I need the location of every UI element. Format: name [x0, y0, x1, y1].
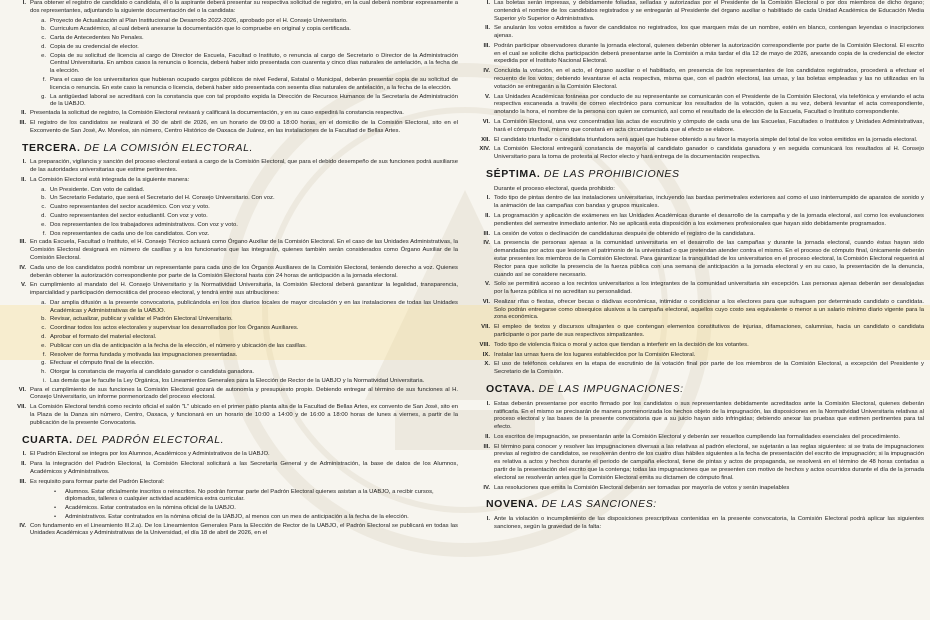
clause-subitem — [8, 44, 458, 52]
clause-number: III. — [19, 119, 26, 126]
clause-number: c. — [41, 204, 46, 211]
clause-text: Instalar las urnas fuera de los lugares establecidos por la Comisión Electoral. — [494, 351, 696, 358]
clause-number: II. — [485, 25, 490, 32]
clause-number: I. — [486, 400, 490, 407]
clause-text: Concluida la votación, en el acto, el órgano auxiliar o el habilitado, en presencia de los representantes de los candidatos registrados, procederá a efectuar el recuento de los votos; debiendo levantarse el acta respectiva, misma que, con el padrón electoral, las urnas, y las boletas empleadas y las no utilizadas en la votación se entregarán a la Comisión Electoral. — [494, 68, 924, 90]
clause-number: I. — [486, 516, 490, 523]
clause-text: Alumnos. Estar oficialmente inscritos o reinscritos. No podrán formar parte del Padrón Electoral quienes asistan a la UABJO, a recibir cursos, diplomados, talleres o cualquier actividad académica extra curricular. — [65, 488, 434, 503]
clause-item — [8, 265, 458, 281]
clause-number: g. — [41, 360, 46, 367]
clause-text: El empleo de textos y discursos ultrajantes o que contengan elementos constitutivos de injurias, difamaciones, calumnias, hacia un candidato o candidata participante o por parte de sus respectivos simpatizantes. — [494, 324, 924, 338]
clause-item — [472, 240, 924, 279]
clause-number: V. — [484, 93, 490, 100]
clause-text: El término para conocer y resolver las impugnaciones diversas a las relativas al padrón electoral, se sujetarán a las reglas siguientes: si se trata de impugnaciones previas al registro de candidatos, se resolverán dentro de los cuatro días hábiles siguientes a la fecha de presentación del escrito de impugnación; si la impugnación es relativa a actos y hechos durante el periodo de campaña electoral, tiene de pintas y actos de propaganda, se resolverá en el término de 48 horas contadas a partir de la presentación del escrito que la contenga; todas las impugnaciones que se presenten con motivo de hechos y actos ocurridos durante el día de la jornada electoral se resolverán antes que la Comisión Electoral emita su dictamen de cómputo final. — [494, 443, 924, 481]
clause-text: Con fundamento en el Lineamiento III.2.a). De los Lineamientos Generales Para la Elección de Rector de la UABJO, el Padrón Electoral se publicará en todas las Unidades Académicas y Administrativas de la Universidad, el día 18 de abril de 2026, en el — [30, 522, 458, 537]
clause-text: Proyecto de Actualización al Plan Institucional de Desarrollo 2022-2026, aprobado por el H. Consejo Universitario. — [50, 17, 348, 24]
clause-text: Un Presidente. Con voto de calidad. — [50, 186, 145, 193]
clause-number: c. — [41, 35, 46, 42]
clause-item — [8, 451, 458, 459]
clause-number: f. — [42, 77, 46, 84]
clause-item — [472, 213, 924, 229]
clause-number: VII. — [481, 324, 490, 331]
clause-item — [472, 137, 924, 145]
clause-text: Todo tipo de violencia física o moral y actos que tiendan a interferir en la decisión de los votantes. — [494, 341, 749, 348]
clause-number: I. — [22, 0, 26, 6]
clause-text: Cada uno de los candidatos podrá nombrar un representante para cada uno de los Órganos Auxiliares de la Comisión Electoral, teniendo derecho a voz. Quienes deberán obtener la autorización correspondiente por parte de la Comisión Electoral hasta con 24 horas de anticipación a la jornada electoral. — [30, 264, 458, 279]
clause-item — [472, 0, 924, 23]
clause-number: I. — [486, 0, 490, 6]
clause-item — [8, 159, 458, 175]
clause-text: Publicar con un día de anticipación a la fecha de la elección, el número y ubicación de las casillas. — [50, 342, 307, 349]
clause-text: El uso de teléfonos celulares en la etapa de escrutinio de la votación final por parte de los miembros de la Comisión Electoral, a excepción del Presidente y Secretario de la Comisión. — [494, 361, 924, 376]
clause-text: La Comisión Electoral tendrá como recinto oficial el salón "L" ubicado en el primer patio planta alta de la Facultad de Bellas Artes, ex convento de San José, sito en la Plaza de la Danza sin número, Centro, Oaxaca, y funcionará en un horario de 10:00 a 14:00 y de 16:00 a 18:00 horas de lunes a viernes, a partir de la publicación de la presente Convocatoria. — [30, 404, 458, 426]
clause-number: b. — [41, 195, 46, 202]
clause-text: El registro de los candidatos se realizará el 30 de abril de 2026, en un horario de 09:00 a 18:00 horas, en el domicilio de la Comisión Electoral, sito en el Exconvento de San José, Av. Morelos, sin número, Centro Histórico de Oaxaca de Juárez, en las instalaciones de la Facultad de Bellas Artes. — [30, 119, 458, 134]
clause-subitem — [8, 343, 458, 351]
clause-item — [8, 239, 458, 262]
clause-subitem — [8, 213, 458, 221]
clause-number: h. — [41, 369, 46, 376]
clause-number: III. — [19, 239, 26, 246]
clause-text: En cada Escuela, Facultad o Instituto, el H. Consejo Técnico actuará como Órgano Auxiliar de la Comisión Electoral. En el caso de las Unidades Administrativas, la Comisión Electoral designará en número de casillas y a los funcionarios que las integrarán, quienes también serán considerados como Órgano Auxiliar de la Comisión Electoral. — [30, 239, 458, 261]
clause-text: Las resoluciones que emita la Comisión Electoral deberán ser tomadas por mayoría de votos y serán inapelables — [494, 484, 790, 491]
clause-number: a. — [41, 186, 46, 193]
clause-text: La antigüedad laboral se acreditará con la constancia que con tal propósito expida la Dirección de Recursos Humanos de la Secretaría de Administración de la UABJO. — [50, 93, 458, 108]
clause-item — [8, 461, 458, 477]
clause-number: d. — [41, 333, 46, 340]
section-subtitle: DE LAS IMPUGNACIONES: — [538, 382, 684, 395]
clause-number: g. — [41, 93, 46, 100]
clause-text: Los escritos de impugnación, se presentarán ante la Comisión Electoral y deberán ser resueltos cumpliendo las formalidades esenciales del procedimiento. — [494, 433, 901, 440]
clause-text: Para el caso de los universitarios que hubieran ocupado cargos públicos de nivel Federal, Estatal o Municipal, deberán presentar copia de su solicitud de licencia o renuncia. En este caso la renuncia o licencia, deberá haber sido presentada con sesenta días naturales de antelación, a la fecha de la elección. — [50, 77, 458, 91]
clause-text: La programación y aplicación de exámenes en las Unidades Académicas durante el desarrollo de la campaña y de la jornada electoral, así como los evaluaciones pendientes del semestre inmediato anterior. No se aplicará esta disposición a los exámenes profesionales que hayan sido debidamente programados. — [494, 213, 924, 227]
clause-number: II. — [21, 110, 26, 117]
clause-number: III. — [483, 42, 490, 49]
clause-number: a. — [41, 299, 46, 306]
clause-item — [8, 523, 458, 539]
clause-number: V. — [484, 281, 490, 288]
clause-item — [472, 43, 924, 66]
clause-item — [472, 342, 924, 350]
clause-item — [472, 516, 924, 532]
clause-item — [472, 324, 924, 340]
clause-item — [472, 281, 924, 297]
clause-text: La Comisión Electoral, una vez concentradas las actas de escrutinio y cómputo de cada una de las Escuelas, Facultades o Institutos y Unidades Administrativas, hará el cómputo final, mismo que constará en acta circunstanciada que al efecto se elabore. — [494, 118, 924, 133]
clause-number: I. — [22, 159, 26, 166]
clause-subitem — [8, 514, 458, 522]
section-subtitle: DE LAS SANCIONES: — [541, 498, 657, 511]
section-title: TERCERA. — [22, 141, 81, 154]
clause-text: La cesión de votos o declinación de candidaturas después de obtenido el registro de la candidatura. — [494, 230, 756, 237]
clause-item — [472, 25, 924, 41]
clause-subitem — [8, 505, 458, 513]
right-column — [472, 0, 924, 534]
section-heading — [486, 498, 924, 512]
clause-number: I. — [486, 195, 490, 202]
clause-item — [472, 94, 924, 117]
clause-subitem — [8, 53, 458, 76]
clause-number: X. — [484, 361, 490, 368]
clause-text: Se anularán los votos emitidos a favor de candidatos no registrados, los que marquen más de un nombre, estén en blanco, contengan leyendas o inscripciones ajenas. — [494, 25, 924, 40]
clause-text: Efectuar el cómputo final de la elección. — [50, 360, 155, 367]
clause-number: • — [54, 488, 57, 495]
clause-item — [8, 177, 458, 185]
clause-subitem — [8, 231, 458, 239]
clause-text: Las boletas serán impresas, y debidamente foliadas, selladas y autorizadas por el Presidente de la Comisión Electoral o por dos miembros de dicho órgano; contendrá el nombre de los candidatos registrados y se entregarán al Presidente del órgano auxiliar o habilitado de cada Unidad Académica de Educación Media Superior y/o Superior o Administrativa. — [494, 0, 924, 22]
clause-text: El Padrón Electoral se integra por los Alumnos, Académicos y Administrativos de la UABJO. — [30, 451, 270, 458]
clause-text: En cumplimiento al mandato del H. Consejo Universitario y la Normatividad Universitaria, la Comisión Electoral deberá garantizar la legalidad, transparencia, imparcialidad y participación democrática del proceso electoral, y tendrá entre sus atribuciones: — [30, 282, 458, 297]
clause-text: Copia de su solicitud de licencia al cargo de Director de Escuela, Facultad o Instituto, o renuncia al cargo de Secretario o Director de la Administración Central Universitaria. En ambos casos la renuncia o licencia, deberá haber sido presentada con cuarenta y cinco días naturales de antelación, a la fecha de la elección. — [50, 52, 458, 75]
clause-item — [8, 404, 458, 427]
clause-number: VI. — [482, 118, 490, 125]
clause-subitem — [8, 325, 458, 333]
clause-item — [8, 282, 458, 298]
clause-number: IV. — [483, 68, 490, 75]
clause-subitem — [8, 18, 458, 26]
clause-text: Para el cumplimiento de sus funciones la Comisión Electoral gozará de autonomía y presupuesto propio. Debiendo entregar al término de sus funciones al H. Consejo Universitario, un informe pormenorizado del proceso electoral. — [30, 386, 458, 401]
clause-item — [472, 195, 924, 211]
section-title: OCTAVA. — [486, 382, 536, 395]
clause-number: XII. — [481, 136, 490, 143]
clause-text: La Comisión Electoral está integrada de la siguiente manera: — [30, 176, 190, 183]
clause-text: La Comisión Electoral entregará constancia de mayoría al candidato ganador o candidata ganadora y en seguida comunicará los resultados al H. Consejo Universitario para la toma de protesta al Rector electo y hará entrega de la documentación respectiva. — [494, 146, 924, 161]
clause-text: Todo tipo de pintas dentro de las instalaciones universitarias, incluyendo las bardas perimetrales exteriores así como el uso ininterrumpido de aparatos de sonido y la animación de las campañas con bandas y grupos musicales. — [494, 195, 924, 210]
clause-item — [472, 146, 924, 162]
clause-text: Un Secretario Fedatario, que será el Secretario del H. Consejo Universitario. Con voz. — [50, 195, 275, 202]
clause-item — [472, 119, 924, 135]
clause-number: a. — [41, 17, 46, 24]
clause-number: XIV. — [479, 146, 490, 153]
clause-number: e. — [41, 221, 46, 228]
clause-text: Las Unidades Académicas foráneas por conducto de su representante se comunicarán con el Presidente de la Comisión Electoral, vía telefónica y enviando el acta respectiva escaneada a través de correo electrónico para comunicar los resultados de la votación, quien a su vez, deberá levantar el acta correspondiente, anotando la hora, el nombre de la persona con quien se comunicó, así como el resultado de la elección de la Escuela, Facultad o Instituto correspondiente. — [494, 93, 924, 116]
clause-item — [472, 352, 924, 360]
clause-item — [8, 479, 458, 487]
section-subtitle: DE LA COMISIÓN ELECTORAL. — [84, 141, 254, 154]
clause-text: Ante la violación o incumplimiento de las disposiciones prescriptivas contenidas en la presente convocatoria, la Comisión Electoral podrá aplicar las siguientes sanciones, según la gravedad de la falta: — [494, 516, 924, 530]
clause-text: Cuatro representantes del sector académico. Con voz y voto. — [50, 204, 210, 211]
clause-number: IV. — [19, 522, 26, 529]
clause-item — [472, 299, 924, 322]
clause-number: II. — [21, 461, 26, 468]
clause-subitem — [8, 369, 458, 377]
clause-text: Las demás que le faculte la Ley Orgánica, los Lineamientos Generales para la Elección de Rector de la UABJO y la Normatividad Universitaria. — [50, 377, 425, 384]
clause-number: • — [54, 505, 57, 512]
clause-text: Solo se permitirá acceso a los recintos universitarios a los integrantes de la comunidad universitaria sin excepción. Las personas ajenas deberán ser desalojadas por la fuerza pública si no acreditan su personalidad. — [494, 281, 924, 296]
section-title: SÉPTIMA. — [486, 167, 541, 180]
clause-number: VIII. — [479, 341, 490, 348]
clause-text: La presencia de personas ajenas a la comunidad universitaria en el desarrollo de las campañas y durante la jornada electoral, cuando éstas hayan sido demandadas por actos que lesionen el patrimonio de la universidad o que pretendan atender contra el mismo. En el proceso de cómputo final, únicamente deberán estar presentes los miembros de la Comisión Electoral. Para garantizar la tranquilidad de los universitarios en el proceso electoral, la Comisión Electoral requerirá al Rector para que solicite la presencia de la fuerza pública con una semana de anticipación a la jornada electoral y en su caso, la presentación de la denuncia, cuando así se considere necesario. — [494, 240, 924, 278]
section-heading — [22, 434, 458, 448]
clause-number: II. — [485, 213, 490, 220]
clause-number: i. — [43, 377, 46, 384]
clause-item — [472, 444, 924, 483]
clause-number: V. — [20, 282, 26, 289]
clause-text: El candidato triunfador o candidata triunfadora será aquel que hubiese obtenido a su favor la mayoría simple del total de los votos emitidos en la jornada electoral. — [494, 136, 918, 143]
clause-subitem — [8, 195, 458, 203]
clause-number: III. — [19, 478, 26, 485]
left-column — [8, 0, 458, 540]
clause-number: III. — [483, 230, 490, 237]
clause-item — [8, 387, 458, 403]
clause-text: Para obtener el registro de candidato o candidata, él o la aspirante deberá presentar su respectiva solicitud de registro, en la cual deberá nombrar expresamente a dos representantes, adjuntando la siguiente documentación del o la candidata: — [30, 0, 458, 14]
clause-number: IV. — [19, 264, 26, 271]
clause-number: f. — [42, 230, 46, 237]
clause-number: IV. — [483, 240, 490, 247]
clause-text: Revisar, actualizar, publicar y validar el Padrón Electoral Universitario. — [50, 316, 233, 323]
clause-subitem — [8, 334, 458, 342]
section-heading — [22, 142, 458, 156]
clause-text: Copia de su credencial de elector. — [50, 43, 139, 50]
clause-text: Otorgar la constancia de mayoría al candidato ganador o candidata ganadora. — [50, 369, 255, 376]
clause-text: Presentada la solicitud de registro, la Comisión Electoral revisará y calificará la documentación, y en su caso expedirá la constancia respectiva. — [30, 110, 404, 117]
clause-text: Cuatro representantes del sector estudiantil. Con voz y voto. — [50, 213, 208, 220]
clause-number: c. — [41, 325, 46, 332]
section-heading — [486, 383, 924, 397]
clause-number: f. — [42, 351, 46, 358]
clause-number: b. — [41, 26, 46, 33]
section-subtitle: DE LAS PROHIBICIONES — [543, 167, 680, 180]
clause-text: Dos representantes de los trabajadores administrativos. Con voz y voto. — [50, 221, 238, 228]
clause-text: Realizar rifas o fiestas, ofrecer becas o dádivas económicas, intimidar o condicionar a los electores para que sufraguen por determinado candidato o candidata. Solo podrán entregarse como obsequios alusivos a la campaña electoral, aquellos cuyo costo sea equivalente o menor a un salario mínimo diario vigente para la zona económica. — [494, 298, 924, 321]
clause-subitem — [8, 300, 458, 316]
clause-number: e. — [41, 52, 46, 59]
clause-subitem — [8, 94, 458, 110]
clause-text: Administrativos. Estar contratados en la nómina oficial de la UABJO, al menos con un mes de anticipación a la fecha de la elección. — [65, 513, 409, 520]
clause-item — [472, 485, 924, 493]
clause-subitem — [8, 77, 458, 93]
clause-number: III. — [483, 443, 490, 450]
clause-item — [472, 68, 924, 91]
clause-subitem — [8, 204, 458, 212]
clause-subitem — [8, 316, 458, 324]
clause-number: VI. — [18, 386, 26, 393]
section-heading — [486, 168, 924, 182]
clause-text: Aprobar el formato del material electoral. — [50, 333, 157, 340]
clause-text: Resolver de forma fundada y motivada las impugnaciones presentadas. — [50, 351, 238, 358]
clause-number: II. — [21, 176, 26, 183]
clause-subitem — [8, 26, 458, 34]
clause-number: IX. — [482, 351, 490, 358]
clause-item — [472, 401, 924, 432]
clause-item — [8, 0, 458, 16]
clause-item — [8, 120, 458, 136]
clause-number: d. — [41, 213, 46, 220]
clause-text: Es requisito para formar parte del Padrón Electoral: — [30, 478, 165, 485]
clause-item — [472, 361, 924, 377]
clause-number: I. — [22, 451, 26, 458]
clause-subitem — [8, 360, 458, 368]
clause-number: d. — [41, 43, 46, 50]
clause-number: e. — [41, 342, 46, 349]
clause-subitem — [8, 35, 458, 43]
clause-text: La preparación, vigilancia y sanción del proceso electoral estará a cargo de la Comisión Electoral, que para el debido desempeño de sus funciones podrá auxiliarse de las autoridades universitarias que estime pertinentes. — [30, 159, 458, 174]
clause-number: II. — [485, 433, 490, 440]
clause-number: b. — [41, 316, 46, 323]
section-subtitle: DEL PADRÓN ELECTORAL. — [76, 433, 225, 446]
section-title: NOVENA. — [486, 498, 539, 511]
clause-item — [472, 231, 924, 239]
clause-text: Estas deberán presentarse por escrito firmado por los candidatos o sus representantes debidamente acreditados ante la Comisión Electoral, quienes deberán ratificarla. En el mismo se precisarán de manera pormenorizada los hechos objeto de la impugnación, las disposiciones en la Normatividad Universitaria relativas al proceso electoral y las bases de la presente convocatoria que a su juicio hayan sido infringidas; debiendo anexar las pruebas que estimen pertinentes para tal efecto. — [494, 400, 924, 431]
clause-number: VII. — [17, 404, 26, 411]
clause-item — [472, 434, 924, 442]
clause-subitem — [8, 352, 458, 360]
clause-subitem — [8, 489, 458, 505]
paragraph: Durante el proceso electoral, queda prohibido: — [494, 185, 615, 192]
clause-text: Coordinar todos los actos electorales y supervisar los desarrollados por los Órganos Auxiliares. — [50, 325, 299, 332]
clause-text: Curriculum Académico, al cual deberá anexarse la documentación que lo compruebe en original y copia certificada. — [50, 26, 351, 33]
clause-subitem — [8, 222, 458, 230]
clause-text: Dos representantes de cada uno de los candidatos. Con voz. — [50, 230, 210, 237]
clause-subitem — [8, 187, 458, 195]
clause-number: • — [54, 513, 57, 520]
clause-text: Dar amplia difusión a la presente convocatoria, publicándola en los dos diarios locales de mayor circulación y en las instalaciones de todas las Unidades Académicas y Administrativas de la UABJO. — [50, 299, 458, 314]
clause-text: Podrán participar observadores durante la jornada electoral, quienes deberán obtener la autorización correspondiente por parte de la Comisión Electoral. El escrito en el cual se solicite dicha participación deberá presentarse ante la Comisión a más tardar el día 12 de mayo de 2026, anexando copia de la credencial de elector expedida por el Instituto Nacional Electoral. — [494, 42, 924, 65]
clause-subitem — [8, 378, 458, 386]
clause-number: IV. — [483, 484, 490, 491]
clause-text: Para la integración del Padrón Electoral, la Comisión Electoral solicitará a las Secretaría General y de Administración, la base de datos de los Alumnos, Académicos y Administrativos. — [30, 461, 458, 475]
clause-text: Carta de Antecedentes No Penales. — [50, 35, 144, 42]
clause-text: Académicos. Estar contratados en la nómina oficial de la UABJO. — [65, 505, 236, 512]
clause-item — [8, 110, 458, 118]
clause-number: VI. — [482, 298, 490, 305]
section-title: CUARTA. — [22, 433, 73, 446]
